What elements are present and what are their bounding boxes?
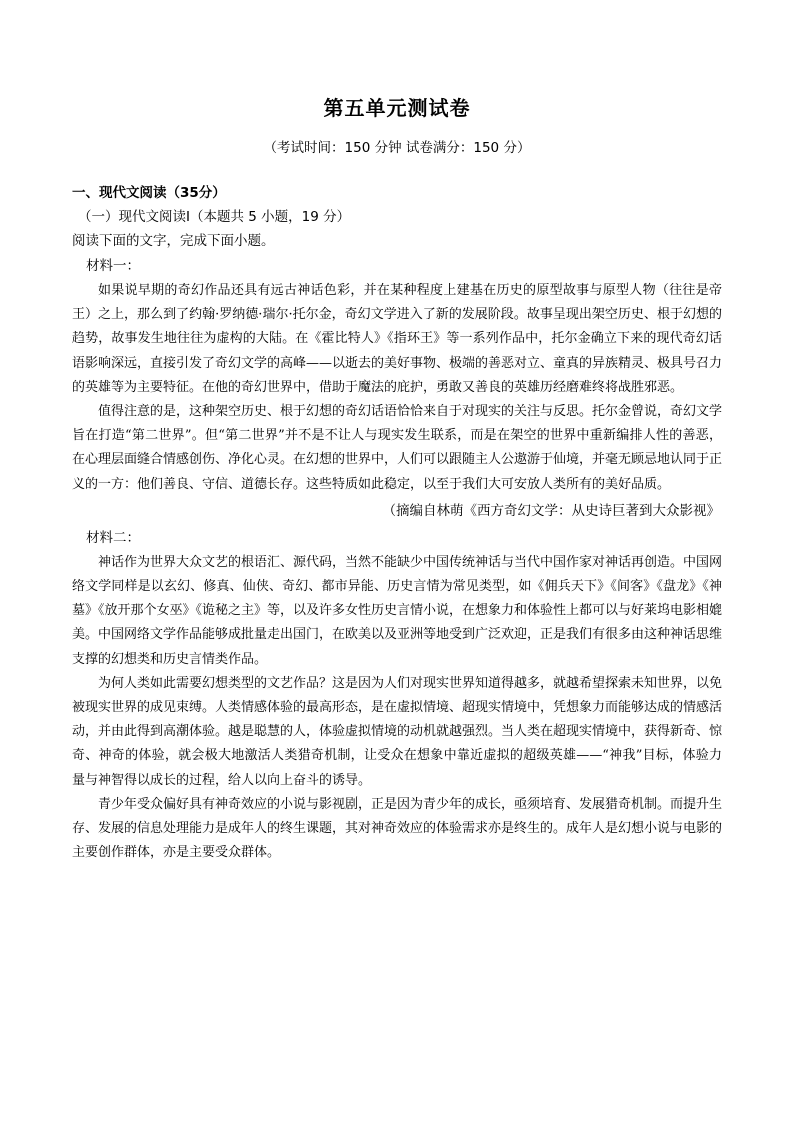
material-two-label: 材料二： [86, 529, 140, 546]
material-one-paragraph: 值得注意的是，这种架空历史、根于幻想的奇幻话语恰恰来自于对现实的关注与反思。托尔金曾说，奇幻文学旨在打造“第二世界”。但“第二世界”并不是不让人与现实发生联系，而是在架空的世界中重新编排人性的善恶，在心理层面缝合情感创伤、净化心灵。在幻想的世界中，人们可以跟随主人公遨游于仙境，并毫无顾忌地认同于正义的一方：他们善良、守信、道德长存。这些特质如此稳定，以至于我们大可安放人类所有的美好品质。 [72, 404, 723, 492]
reading-instruction: 阅读下面的文字，完成下面小题。 [72, 233, 275, 249]
material-one-source: （摘编自林萌《西方奇幻文学：从史诗巨著到大众影视》 [382, 502, 720, 519]
material-two-paragraph: 神话作为世界大众文艺的根语汇、源代码，当然不能缺少中国传统神话与当代中国作家对神话再创造。中国网络文学同样是以玄幻、修真、仙侠、奇幻、都市异能、历史言情为常见类型，如《佣兵天下》《间客》《盘龙》《神墓》《放开那个女巫》《诡秘之主》等，以及许多女性历史言情小说，在想象力和体验性上都可以与好莱坞电影相媲美。中国网络文学作品能够成批量走出国门，在欧美以及亚洲等地受到广泛欢迎，正是我们有很多由这种神话思维支撑的幻想类和历史言情类作品。 [72, 554, 723, 667]
section-heading: 一、现代文阅读（35分） [72, 185, 226, 201]
page-title: 第五单元测试卷 [323, 96, 471, 120]
exam-info: （考试时间：150 分钟 试卷满分：150 分） [263, 140, 531, 156]
sub-section-heading: （一）现代文阅读Ⅰ（本题共 5 小题，19 分） [78, 209, 351, 225]
material-two-paragraph: 青少年受众偏好具有神奇效应的小说与影视剧，正是因为青少年的成长，亟须培育、发展猎奇机制。而提升生存、发展的信息处理能力是成年人的终生课题，其对神奇效应的体验需求亦是终生的。成年人是幻想小说与电影的主要创作群体，亦是主要受众群体。 [72, 796, 723, 861]
material-two-paragraph: 为何人类如此需要幻想类型的文艺作品？这是因为人们对现实世界知道得越多，就越希望探索未知世界，以免被现实世界的成见束缚。人类情感体验的最高形态，是在虚拟情境、超现实情境中，凭想象力而能够达成的情感活动，并由此得到高潮体验。越是聪慧的人，体验虚拟情境的动机就越强烈。当人类在超现实情境中，获得新奇、惊奇、神奇的体验，就会极大地激活人类猎奇机制，让受众在想象中靠近虚拟的超级英雄——“神我”目标，体验力量与神智得以成长的过程，给人以向上奋斗的诱导。 [72, 675, 723, 788]
material-one-label: 材料一： [86, 258, 140, 274]
material-one-paragraph: 如果说早期的奇幻作品还具有远古神话色彩，并在某种程度上建基在历史的原型故事与原型人物（往往是帝王）之上，那么到了约翰·罗纳德·瑞尔·托尔金，奇幻文学进入了新的发展阶段。故事呈现出架空历史、根于幻想的趋势，故事发生地往往为虚构的大陆。在《霍比特人》《指环王》等一系列作品中，托尔金确立下来的现代奇幻话语影响深远，直接引发了奇幻文学的高峰——以逝去的美好事物、极端的善恶对立、童真的异族精灵、极具号召力的英雄等为主要特征。在他的奇幻世界中，借助于魔法的庇护，勇敢又善良的英雄历经磨难终将战胜邪恶。 [72, 283, 723, 395]
